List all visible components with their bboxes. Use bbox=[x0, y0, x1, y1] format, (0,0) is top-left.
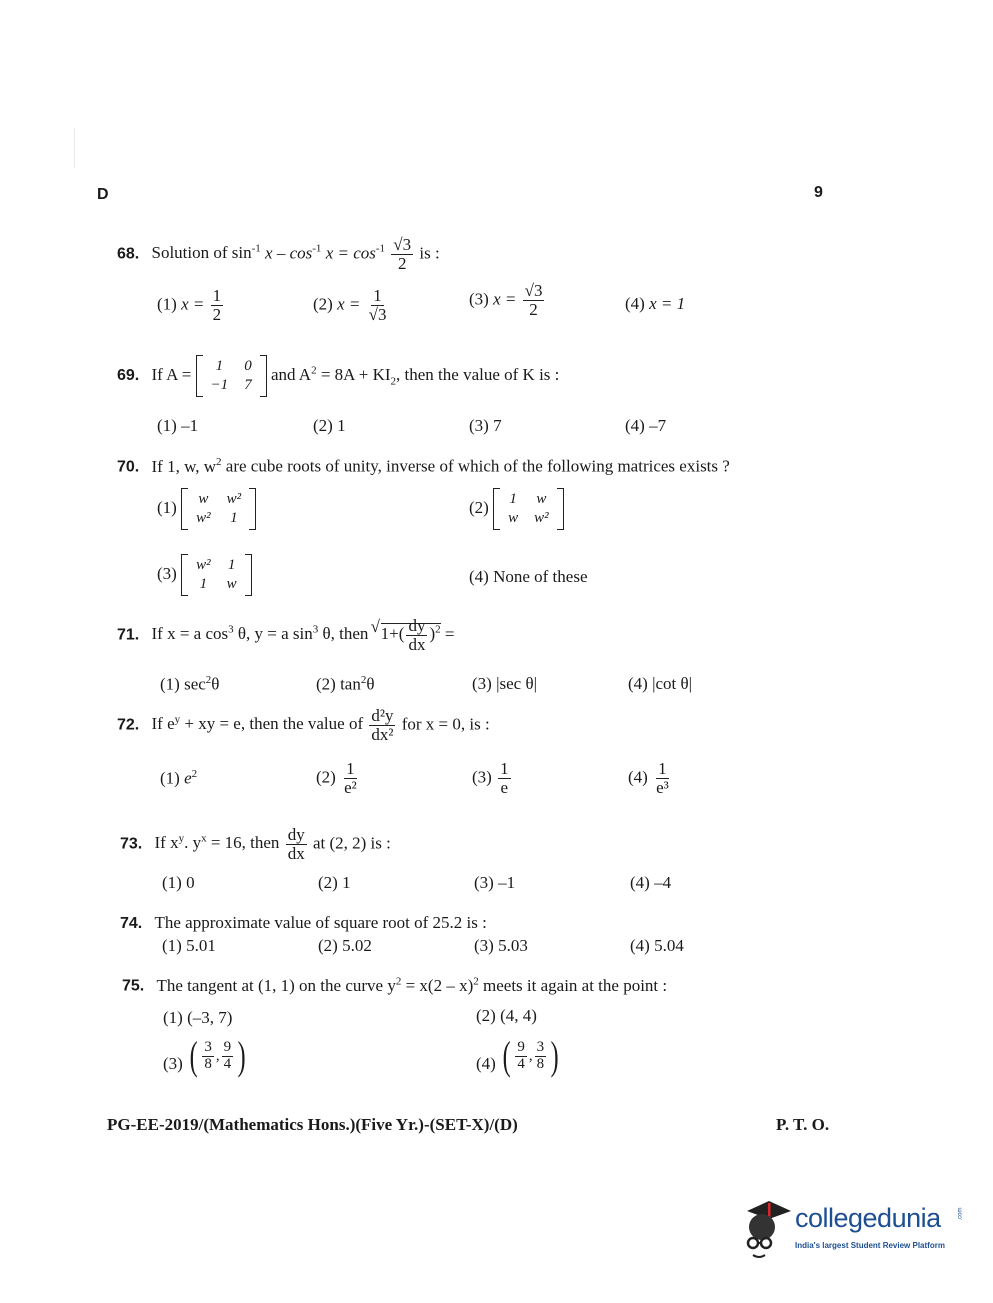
option-2[interactable]: (2) 5.02 bbox=[318, 936, 372, 955]
fraction: $\frac{√3}{2}$ bbox=[393, 235, 412, 273]
brand-name: collegedunia bbox=[795, 1203, 941, 1233]
option-3[interactable]: (3) $\frac{1}{e}$ bbox=[472, 759, 509, 797]
page-number: 9 bbox=[814, 184, 823, 201]
option-1[interactable]: (1) w w² w² 1 bbox=[157, 488, 256, 530]
option-4[interactable]: (4) None of these bbox=[469, 567, 588, 586]
option-3[interactable]: (3) –1 bbox=[474, 873, 516, 892]
square-root: √ 1+( $\frac{dy}{dx}$ )$^2$ bbox=[373, 617, 441, 654]
pto-label: P. T. O. bbox=[776, 1115, 830, 1134]
option-3[interactable]: (3) |sec θ| bbox=[472, 674, 537, 693]
option-3[interactable]: (3) 7 bbox=[469, 416, 502, 435]
matrix-a: 1 0 −1 7 bbox=[196, 355, 267, 397]
option-2[interactable]: (2) 1 bbox=[318, 873, 351, 892]
option-3[interactable]: (3) 5.03 bbox=[474, 936, 528, 955]
option-1[interactable]: (1) x = $\frac{1}{2}$ bbox=[157, 286, 222, 324]
question-number: 68. bbox=[117, 245, 140, 263]
collegedunia-logo bbox=[737, 1197, 962, 1267]
option-2[interactable]: (2) $\tan^2\theta$ bbox=[316, 674, 375, 694]
brand-domain: .com bbox=[957, 1207, 964, 1221]
option-4[interactable]: (4) $\frac{1}{\text{e³}}$ bbox=[628, 759, 669, 797]
question-stem: 75. The tangent at (1, 1) on the curve $y^2 = x(2 - x)^2$ meets it again at the point : bbox=[122, 975, 668, 995]
option-4[interactable]: (4) ( $\frac{9}{4}$ , $\frac{3}{8}$ ) bbox=[476, 1033, 559, 1078]
option-2[interactable]: (2) 1 w w w² bbox=[469, 488, 564, 530]
question-stem: 70. If 1, w, $w^2$ are cube roots of unity, inverse of which of the following matrices exists ? bbox=[117, 456, 730, 476]
option-4[interactable]: (4) 5.04 bbox=[630, 936, 684, 955]
option-2[interactable]: (2) $\frac{1}{\text{e²}}$ bbox=[316, 759, 357, 797]
scan-artifact bbox=[74, 128, 75, 168]
option-3[interactable]: (3) ( $\frac{3}{8}$ , $\frac{9}{4}$ ) bbox=[163, 1033, 246, 1078]
option-4[interactable]: (4) –4 bbox=[630, 873, 672, 892]
option-1[interactable]: (1) (–3, 7) bbox=[163, 1008, 233, 1027]
question-stem: 72. If $e^y$ + xy = e, then the value of $\frac{\text{d²y}}{\text{dx²}}$ for x = 0, is : bbox=[117, 706, 490, 744]
option-1[interactable]: (1) $\sec^2\theta$ bbox=[160, 674, 220, 694]
option-4[interactable]: (4) |cot θ| bbox=[628, 674, 693, 693]
option-3[interactable]: (3) w² 1 1 w bbox=[157, 554, 252, 596]
option-2[interactable]: (2) (4, 4) bbox=[476, 1006, 537, 1025]
option-4[interactable]: (4) x = 1 bbox=[625, 294, 686, 313]
option-1[interactable]: (1) $e^2$ bbox=[160, 768, 198, 788]
option-1[interactable]: (1) 0 bbox=[162, 873, 195, 892]
option-2[interactable]: (2) 1 bbox=[313, 416, 346, 435]
question-stem: 74. The approximate value of square root of 25.2 is : bbox=[120, 913, 487, 932]
option-1[interactable]: (1) –1 bbox=[157, 416, 199, 435]
paper-code: PG-EE-2019/(Mathematics Hons.)(Five Yr.)-(SET-X)/(D) bbox=[107, 1115, 518, 1134]
option-1[interactable]: (1) 5.01 bbox=[162, 936, 216, 955]
question-stem: 69. If A = 1 0 −1 7 and $A^2 = 8A + KI_2$, then the value of K is : bbox=[117, 355, 559, 397]
set-code: D bbox=[97, 186, 109, 203]
student-mascot-icon bbox=[737, 1197, 795, 1259]
question-stem: 71. If x = a $\cos^3 \theta$, y = a $\sin^3 \theta$, then √ 1+( $\frac{dy}{dx}$ )$^2$ = bbox=[117, 617, 454, 654]
option-4[interactable]: (4) –7 bbox=[625, 416, 667, 435]
question-stem: 73. If $x^y$. $y^x = 16$, then $\frac{dy}{dx}$ at (2, 2) is : bbox=[120, 825, 391, 863]
option-3[interactable]: (3) x = $\frac{√3}{2}$ bbox=[469, 281, 543, 319]
question-stem: 68. Solution of $\sin^{-1} x - \cos^{-1} x = \cos^{-1}$ $\frac{√3}{2}$ is : bbox=[117, 235, 440, 273]
brand-tagline: India's largest Student Review Platform bbox=[795, 1241, 945, 1250]
option-2[interactable]: (2) x = $\frac{1}{√3}$ bbox=[313, 286, 387, 324]
